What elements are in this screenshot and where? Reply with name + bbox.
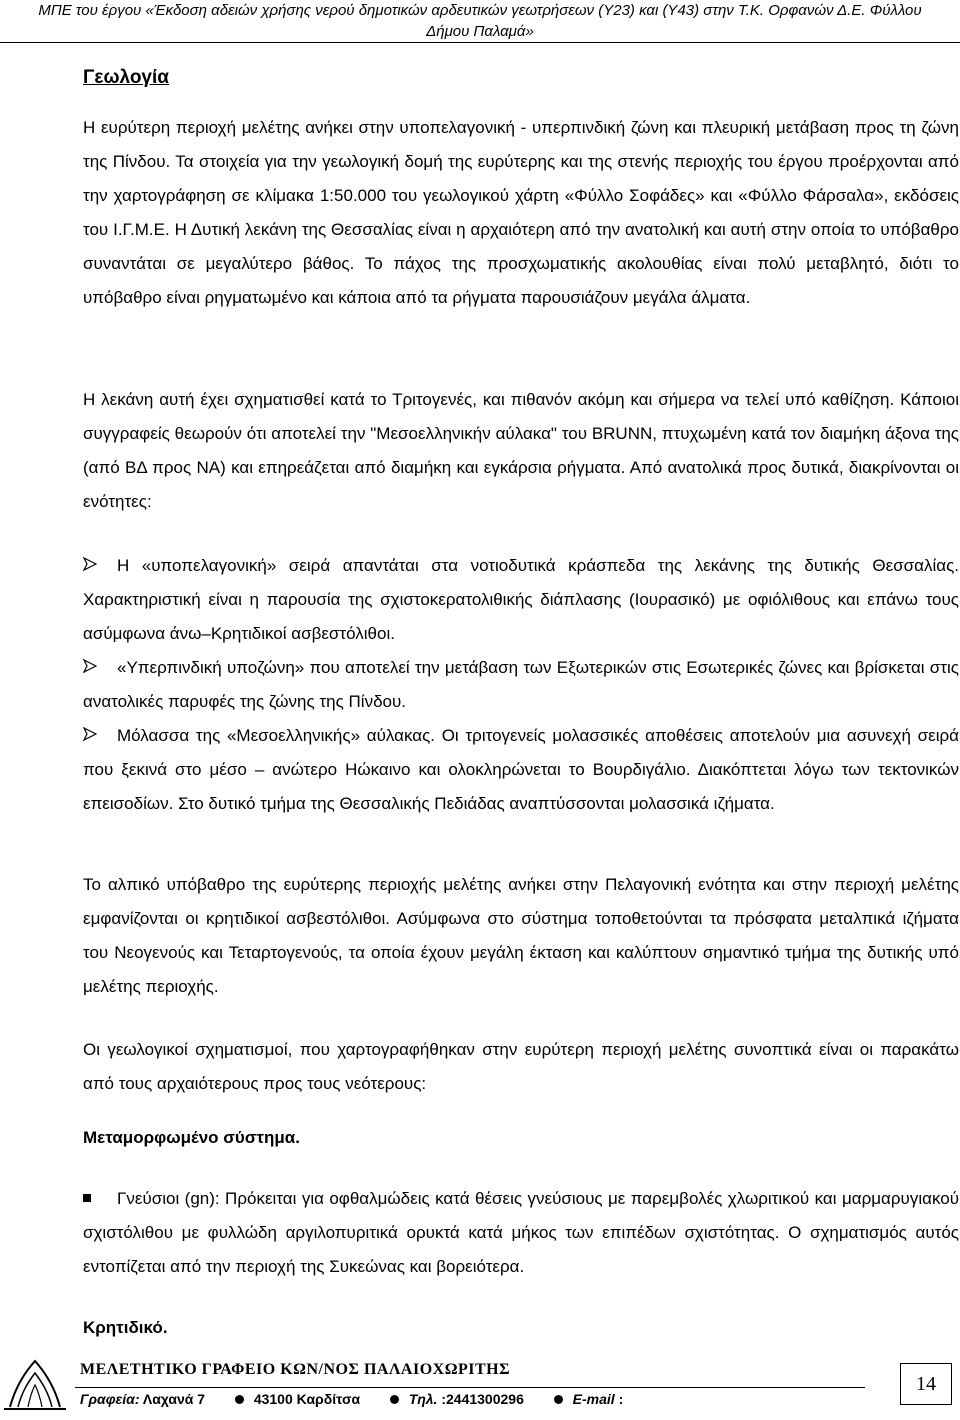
email-value: : [618, 1391, 624, 1407]
footer-rule [75, 1387, 865, 1388]
company-name: ΜΕΛΕΤΗΤΙΚΟ ΓΡΑΦΕΙΟ ΚΩΝ/ΝΟΣ ΠΑΛΑΙΟΧΩΡΙΤΗΣ [80, 1361, 511, 1378]
page-footer [0, 1353, 960, 1417]
paragraph-intro: Η ευρύτερη περιοχή μελέτης ανήκει στην υποπελαγονική - υπερπινδική ζώνη και πλευρική μετάβαση προς τη ζώνη της Πίνδου. Τα στοιχεία για την γεωλογική δομή της ευρύτερης και της στενής περιοχής του έργου προέρχονται από την χαρτογράφηση σε κλίμακα 1:50.000 του γεωλογικού χάρτη «Φύλλο Σοφάδες» και «Φύλλο Φάρσαλα», εκδόσεις του Ι.Γ.Μ.Ε. Η Δυτική λεκάνη της Θεσσαλίας είναι η αρχαιότερη από την ανατολική και αυτή στην οποία το υπόβαθρο συναντάται σε μεγαλύτερο βάθος. Το πάχος της προσχωματικής ακολουθίας είναι πολύ μεταβλητό, διότι το υπόβαθρο είναι ρηγματωμένο και κάποια από τα ρήγματα παρουσιάζουν μεγάλα άλματα. [83, 118, 959, 307]
office-value: Λαχανά 7 [142, 1391, 206, 1407]
company-logo-icon [2, 1355, 68, 1420]
footer-contact [80, 1391, 623, 1407]
arrow-bullet-icon [83, 549, 117, 583]
header-rule [0, 42, 960, 43]
list-item-text: Η «υποπελαγονική» σειρά απαντάται στα νοτιοδυτικά κράσπεδα της λεκάνης της δυτικής Θεσσαλίας. Χαρακτηριστική είναι η παρουσία της σχιστοκερατολιθικής διάπλασης (Ιουρασικό) με οφιόλιθους και επάνω τους ασύμφωνα άνω–Κρητιδικοί ασβεστόλιθοι. [83, 556, 959, 643]
square-bullet-icon [83, 1182, 117, 1216]
section-title: Γεωλογία [83, 67, 169, 88]
bullet-dot-icon [390, 1395, 399, 1404]
arrow-bullet-list [83, 549, 959, 821]
paragraph-alpine-basement: Το αλπικό υπόβαθρο της ευρύτερης περιοχής μελέτης ανήκει στην Πελαγονική ενότητα και στην περιοχή μελέτης εμφανίζονται οι κρητιδικοί ασβεστόλιθοι. Ασύμφωνα στο σύστημα τοποθετούνται τα πρόσφατα μεταλπικά ιζήματα του Νεογενούς και Τεταρτογενούς, τα οποία έχουν μεγάλη έκταση και καλύπτουν σημαντικό τμήμα της δυτικής υπό μελέτης περιοχής. [83, 875, 959, 996]
bullet-dot-icon [554, 1395, 563, 1404]
paragraph-formations: Οι γεωλογικοί σχηματισμοί, που χαρτογραφήθηκαν στην ευρύτερη περιοχή μελέτης συνοπτικά είναι οι παρακάτω από τους αρχαιότερους προς τους νεότερους: [83, 1040, 959, 1093]
phone-value: :2441300296 [441, 1391, 524, 1407]
heading-cretaceous: Κρητιδικό. [83, 1318, 168, 1337]
list-item [83, 549, 959, 651]
office-label: Γραφεία: [80, 1391, 140, 1407]
header-line-1: ΜΠΕ του έργου «Έκδοση αδειών χρήσης νερού δημοτικών αρδευτικών γεωτρήσεων (Υ23) και (Υ43) στην Τ.Κ. Ορφανών Δ.Ε. Φύλλου [38, 2, 922, 19]
page-header [0, 0, 960, 42]
list-item [83, 651, 959, 719]
page-number: 14 [900, 1363, 952, 1405]
phone-label: Τηλ. [408, 1391, 438, 1407]
arrow-bullet-icon [83, 651, 117, 685]
square-bullet-list [83, 1182, 959, 1284]
postal-address: 43100 Καρδίτσα [253, 1391, 361, 1407]
list-item-text: Γνεύσιοι (gn): Πρόκειται για οφθαλμώδεις κατά θέσεις γνεύσιους με παρεμβολές χλωριτικού και μαρμαρυγιακού σχιστόλιθου με φυλλώδη αργιλοπυριτικά ορυκτά κατά μήκος των επιπέδων σχιστότητας. Ο σχηματισμός αυτός εντοπίζεται από την περιοχή της Συκεώνας και βορειότερα. [83, 1189, 959, 1276]
heading-metamorphic: Μεταμορφωμένο σύστημα. [83, 1128, 300, 1147]
list-item-text: «Υπερπινδική υποζώνη» που αποτελεί την μετάβαση των Εξωτερικών στις Εσωτερικές ζώνες και βρίσκεται στις ανατολικές παρυφές της ζώνης της Πίνδου. [83, 658, 959, 711]
email-label: E-mail [572, 1391, 615, 1407]
header-line-2: Δήμου Παλαμά» [426, 23, 534, 40]
paragraph-basin: Η λεκάνη αυτή έχει σχηματισθεί κατά το Τριτογενές, και πιθανόν ακόμη και σήμερα να τελεί υπό καθίζηση. Κάποιοι συγγραφείς θεωρούν ότι αποτελεί την "Μεσοελληνικήν αύλακα" του BRUNN, πτυχωμένη κατά τον διαμήκη άξονα της (από ΒΔ προς ΝΑ) και επηρεάζεται από διαμήκη και εγκάρσια ρήγματα. Από ανατολικά προς δυτικά, διακρίνονται οι ενότητες: [83, 390, 959, 511]
list-item-text: Μόλασσα της «Μεσοελληνικής» αύλακας. Οι τριτογενείς μολασσικές αποθέσεις αποτελούν μια ασυνεχή σειρά που ξεκινά στο μέσο – ανώτερο Ηώκαινο και ολοκληρώνεται το Βουρδιγάλιο. Διακόπτεται λόγω των τεκτονικών επεισοδίων. Στο δυτικό τμήμα της Θεσσαλικής Πεδιάδας αναπτύσσονται μολασσικά ιζήματα. [83, 726, 959, 813]
list-item [83, 1182, 959, 1284]
bullet-dot-icon [235, 1395, 244, 1404]
arrow-bullet-icon [83, 719, 117, 753]
list-item [83, 719, 959, 821]
